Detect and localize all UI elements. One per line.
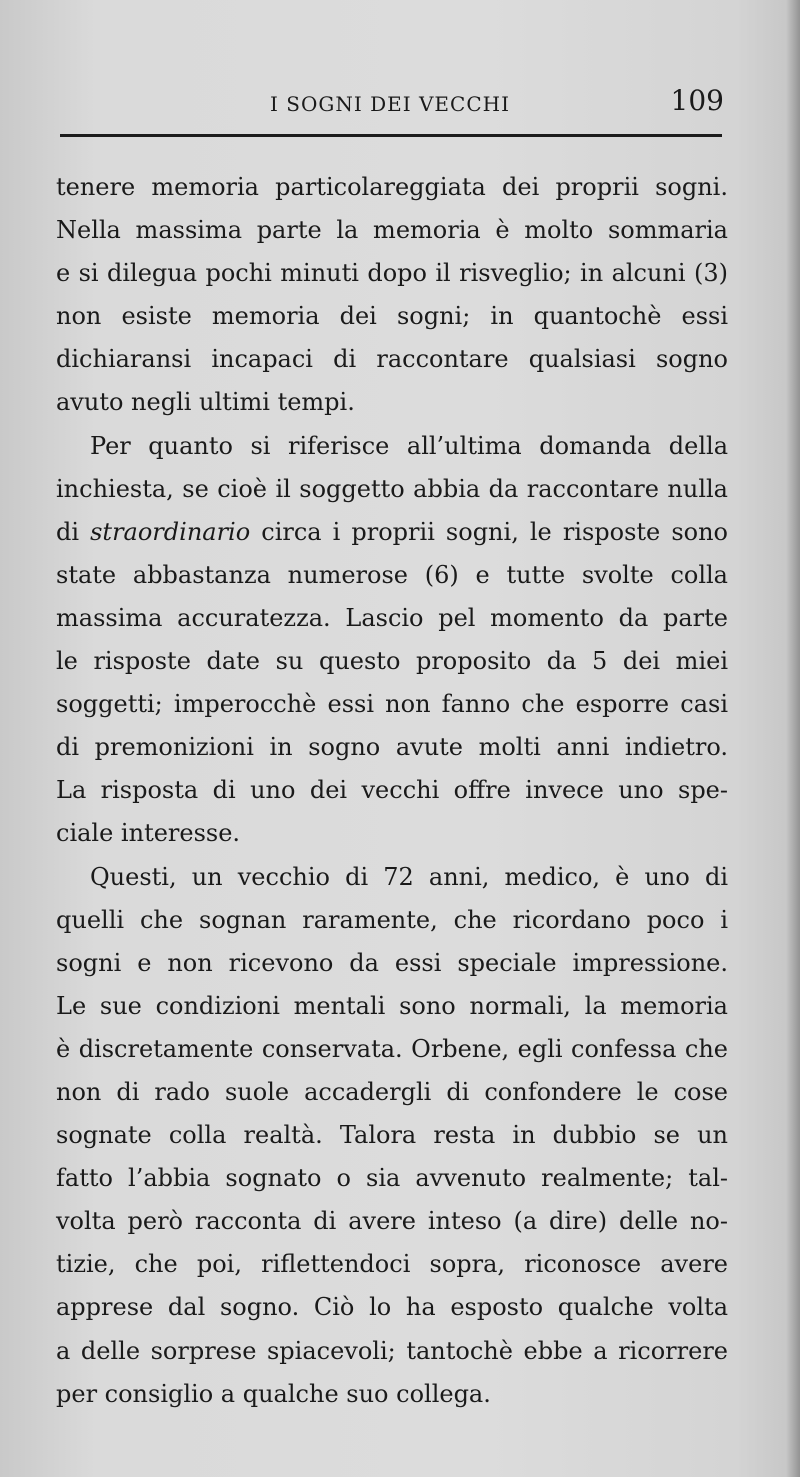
text-line: avuto negli ultimi tempi.	[56, 388, 355, 417]
text-line: state abbastanza numerose (6) e tutte svolte colla	[56, 560, 728, 589]
text-segment: circa i proprii sogni, le risposte sono	[250, 517, 728, 546]
text-line: e si dilegua pochi minuti dopo il risveglio; in alcuni (3)	[56, 259, 728, 288]
text-line: è discretamente conservata. Orbene, egli confessa che	[56, 1034, 728, 1063]
text-line: le risposte date su questo proposito da 5 dei miei	[56, 647, 728, 676]
text-line: fatto l’abbia sognato o sia avvenuto realmente; tal-	[56, 1164, 728, 1193]
text-line: Nella massima parte la memoria è molto sommaria	[56, 216, 728, 245]
text-line: a delle sorprese spiacevoli; tantochè ebbe a ricorrere	[56, 1336, 728, 1365]
text-line: tizie, che poi, riflettendoci sopra, riconosce avere	[56, 1250, 728, 1279]
text-line: Per quanto si riferisce all’ultima domanda della	[90, 431, 728, 460]
text-line: sogni e non ricevono da essi speciale impressione.	[56, 948, 728, 977]
text-line: massima accuratezza. Lascio pel momento da parte	[56, 603, 728, 632]
running-head	[60, 84, 724, 124]
text-line: tenere memoria particolareggiata dei proprii sogni.	[56, 173, 728, 201]
text-line: Le sue condizioni mentali sono normali, la memoria	[56, 991, 728, 1020]
text-line: di premonizioni in sogno avute molti anni indietro.	[56, 733, 728, 762]
running-title: I SOGNI DEI VECCHI	[270, 92, 510, 116]
text-line: soggetti; imperocchè essi non fanno che esporre casi	[56, 690, 728, 719]
text-segment: di	[56, 517, 91, 546]
text-line: sognate colla realtà. Talora resta in dubbio se un	[56, 1121, 728, 1150]
text-line: per consiglio a qualche suo collega.	[56, 1379, 491, 1408]
text-line: non di rado suole accadergli di confondere le cose	[56, 1077, 728, 1106]
page-number: 109	[670, 84, 724, 117]
text-line: La risposta di uno dei vecchi offre invece uno spe-	[56, 776, 728, 805]
text-line: non esiste memoria dei sogni; in quantochè essi	[56, 302, 728, 331]
text-line: apprese dal sogno. Ciò lo ha esposto qualche volta	[56, 1293, 728, 1322]
italic-term: straordinario	[90, 517, 251, 546]
header-rule	[60, 134, 722, 137]
text-line: volta però racconta di avere inteso (a dire) delle no-	[56, 1207, 728, 1236]
body-text	[56, 166, 728, 1416]
page-edge-shadow	[786, 0, 800, 1477]
text-line: quelli che sognan raramente, che ricordano poco i	[56, 905, 728, 934]
text-line: dichiaransi incapaci di raccontare qualsiasi sogno	[56, 345, 728, 374]
text-line: inchiesta, se cioè il soggetto abbia da raccontare nulla	[56, 474, 728, 503]
text-line	[56, 511, 728, 554]
text-line: Questi, un vecchio di 72 anni, medico, è uno di	[90, 862, 728, 891]
text-line: ciale interesse.	[56, 819, 241, 848]
